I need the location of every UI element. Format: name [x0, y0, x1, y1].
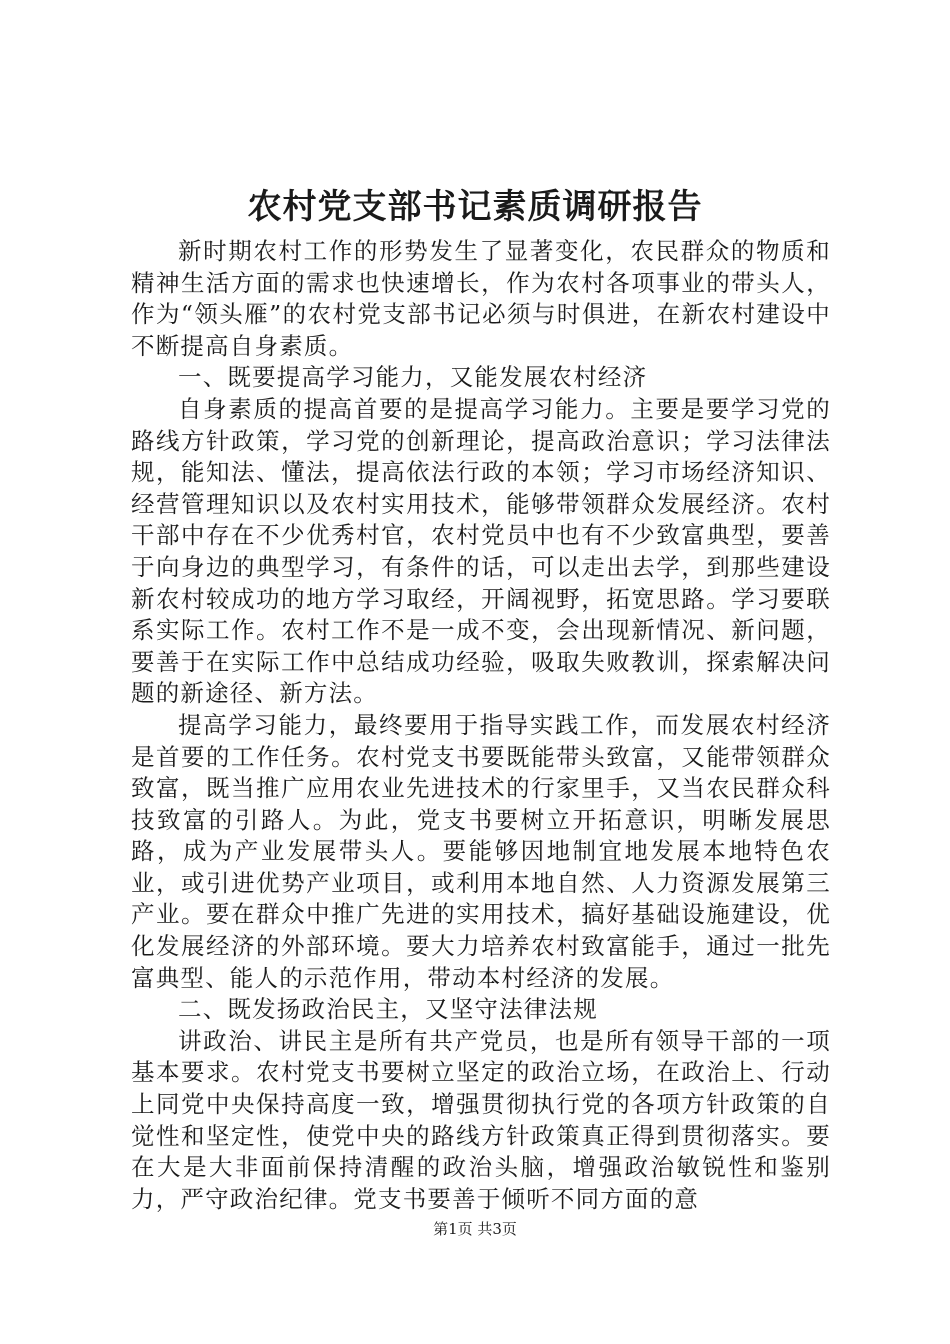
paragraph-intro: 新时期农村工作的形势发生了显著变化，农民群众的物质和精神生活方面的需求也快速增长，作为农村各项事业的带头人，作为“领头雁”的农村党支部书记必须与时俱进，在新农村建设中不断提高自身素质。 [131, 237, 831, 360]
section-heading-2: 二、既发扬政治民主，又坚守法律法规 [178, 995, 598, 1024]
document-body [131, 236, 831, 1215]
paragraph-politics: 讲政治、讲民主是所有共产党员，也是所有领导干部的一项基本要求。农村党支书要树立坚定的政治立场，在政治上、行动上同党中央保持高度一致，增强贯彻执行党的各项方针政策的自觉性和坚定性，使党中央的路线方针政策真正得到贯彻落实。要在大是大非面前保持清醒的政治头脑，增强政治敏锐性和鉴别力，严守政治纪律。党支书要善于倾听不同方面的意 [131, 1026, 831, 1213]
page-footer: 第1页 共3页 [433, 1220, 517, 1238]
paragraph-learning: 自身素质的提高首要的是提高学习能力。主要是要学习党的路线方针政策，学习党的创新理论，提高政治意识；学习法律法规，能知法、懂法，提高依法行政的本领；学习市场经济知识、经营管理知识以及农村实用技术，能够带领群众发展经济。农村干部中存在不少优秀村官，农村党员中也有不少致富典型，要善于向身边的典型学习，有条件的话，可以走出去学，到那些建设新农村较成功的地方学习取经，开阔视野，拓宽思路。学习要联系实际工作。农村工作不是一成不变，会出现新情况、新问题，要善于在实际工作中总结成功经验，吸取失败教训，探索解决问题的新途径、新方法。 [131, 394, 831, 708]
document-title: 农村党支部书记素质调研报告 [247, 187, 703, 227]
paragraph-economy: 提高学习能力，最终要用于指导实践工作，而发展农村经济是首要的工作任务。农村党支书要既能带头致富，又能带领群众致富，既当推广应用农业先进技术的行家里手，又当农民群众科技致富的引路人。为此，党支书要树立开拓意识，明晰发展思路，成为产业发展带头人。要能够因地制宜地发展本地特色农业，或引进优势产业项目，或利用本地自然、人力资源发展第三产业。要在群众中推广先进的实用技术，搞好基础设施建设，优化发展经济的外部环境。要大力培养农村致富能手，通过一批先富典型、能人的示范作用，带动本村经济的发展。 [131, 710, 831, 992]
section-heading-1: 一、既要提高学习能力，又能发展农村经济 [178, 363, 648, 392]
